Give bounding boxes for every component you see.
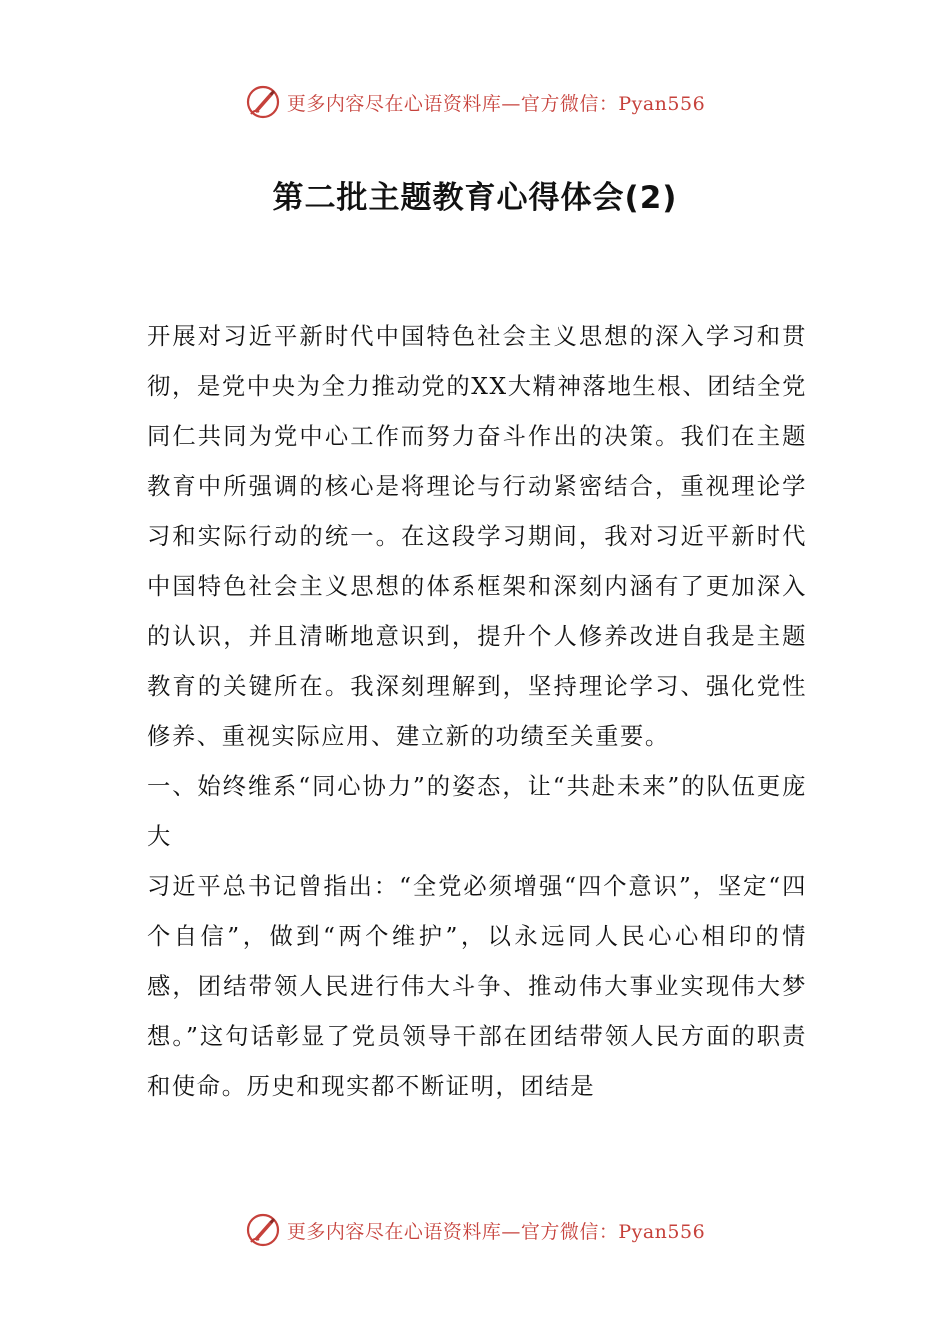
- header-banner-text: 更多内容尽在心语资料库—官方微信：Pyan556: [286, 92, 706, 115]
- header-banner: [0, 80, 950, 124]
- paragraph-intro: 开展对习近平新时代中国特色社会主义思想的深入学习和贯彻，是党中央为全力推动党的XX大精神落地生根、团结全党同仁共同为党中心工作而努力奋斗作出的决策。我们在主题教育中所强调的核心是将理论与行动紧密结合，重视理论学习和实际行动的统一。在这段学习期间，我对习近平新时代中国特色社会主义思想的体系框架和深刻内涵有了更加深入的认识，并且清晰地意识到，提升个人修养改进自我是主题教育的关键所在。我深刻理解到，坚持理论学习、强化党性修养、重视实际应用、建立新的功绩至关重要。: [147, 323, 807, 750]
- brush-pen-logo-icon: [245, 1212, 281, 1248]
- footer-banner: [0, 1208, 950, 1252]
- brush-pen-logo-icon: [245, 84, 281, 120]
- section-heading-1: 一、始终维系“同心协力”的姿态，让“共赴未来”的队伍更庞大: [147, 773, 807, 850]
- document-body: [147, 312, 807, 1112]
- footer-banner-text: 更多内容尽在心语资料库—官方微信：Pyan556: [286, 1220, 706, 1243]
- page-title: 第二批主题教育心得体会(2): [272, 180, 678, 216]
- paragraph-section-1: 习近平总书记曾指出：“全党必须增强“四个意识”，坚定“四个自信”，做到“两个维护”，以永远同人民心心相印的情感，团结带领人民进行伟大斗争、推动伟大事业实现伟大梦想。”这句话彰显了党员领导干部在团结带领人民方面的职责和使命。历史和现实都不断证明，团结是: [147, 873, 807, 1100]
